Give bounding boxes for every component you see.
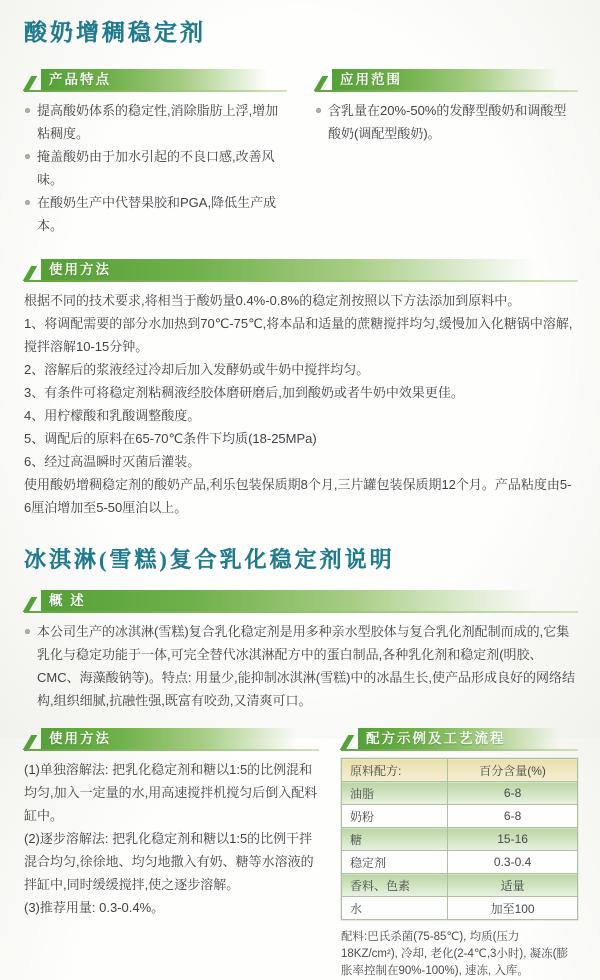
- section-title: 使用方法: [41, 259, 578, 281]
- usage-paragraph: (2)逐步溶解法: 把乳化稳定剂和糖以1:5的比例干拌混合均匀,徐徐地、均匀地撒入有奶、糖等水溶液的拌缸中,同时缓缓搅拌,使之逐步溶解。: [24, 831, 314, 892]
- header-notch-decoration: [23, 266, 41, 281]
- feature-bullet: 掩盖酸奶由于加水引起的不良口感,改善风味。: [24, 145, 287, 191]
- section-title: 配方示例及工艺流程: [358, 728, 578, 750]
- table-row: [342, 782, 578, 805]
- section-usage-method-2: [24, 728, 319, 980]
- amount-cell: 适量: [448, 874, 578, 897]
- column-header-percent: 百分含量(%): [448, 759, 578, 782]
- section-title: 使用方法: [41, 728, 319, 750]
- amount-cell: 15-16: [448, 828, 578, 851]
- table-header-row: [342, 759, 578, 782]
- section-header: [24, 728, 319, 750]
- table-row: [342, 828, 578, 851]
- section-header: [341, 728, 578, 750]
- section-header: [315, 69, 578, 91]
- ingredient-cell: 糖: [342, 828, 448, 851]
- doc1-title: 酸奶增稠稳定剂: [24, 20, 206, 45]
- feature-bullet: 在酸奶生产中代替果胶和PGA,降低生产成本。: [24, 191, 287, 237]
- header-notch-decoration: [23, 735, 41, 750]
- doc1-two-columns: [24, 69, 578, 237]
- amount-cell: 加至100: [448, 897, 578, 920]
- process-note: 配料:巴氏杀菌(75-85℃), 均质(压力 18KZ/cm²), 冷却, 老化(2-4℃,3小时), 凝冻(膨胀率控制在90%-100%), 速冻, 入库。: [341, 931, 568, 977]
- usage-line: 1、将调配需要的部分水加热到70℃-75℃,将本品和适量的蔗糖搅拌均匀,缓慢加入化糖锅中溶解,搅拌溶解10-15分钟。: [24, 316, 573, 354]
- section-title: 产品特点: [41, 69, 287, 91]
- usage-line: 使用酸奶增稠稳定剂的酸奶产品,利乐包装保质期8个月,三片罐包装保质期12个月。产品粘度由5-6厘泊增加至5-50厘泊以上。: [24, 477, 572, 515]
- overview-text: 本公司生产的冰淇淋(雪糕)复合乳化稳定剂是用多种亲水型胶体与复合乳化剂配制而成的,它集乳化与稳定功能于一体,可完全替代冰淇淋配方中的蛋白制品,各种乳化剂和稳定剂(明胶、CMC、海藻酸钠等)。特点: 用量少,能抑制冰淇淋(雪糕)中的冰晶生长,使产品形成良好的网络结构,组织细腻,抗融性强,既富有咬劲,又清爽可口。: [24, 620, 578, 712]
- table-row: [342, 874, 578, 897]
- section-header: [24, 590, 578, 612]
- table-row: [342, 851, 578, 874]
- section-title: 概 述: [41, 590, 578, 612]
- header-notch-decoration: [314, 76, 332, 91]
- section-formula-process: [341, 728, 578, 980]
- amount-cell: 6-8: [448, 782, 578, 805]
- doc2-title: 冰淇淋(雪糕)复合乳化稳定剂说明: [24, 547, 395, 572]
- doc2-two-columns: [24, 728, 578, 980]
- section-header: [24, 259, 578, 281]
- feature-bullet: 提高酸奶体系的稳定性,消除脂肪上浮,增加粘稠度。: [24, 99, 287, 145]
- section-application-range: [315, 69, 578, 237]
- usage-line: 5、调配后的原料在65-70℃条件下均质(18-25MPa): [24, 431, 317, 446]
- table-row: [342, 897, 578, 920]
- formula-table: [341, 758, 578, 920]
- section-title: 应用范围: [332, 69, 578, 91]
- usage-line: 根据不同的技术要求,将相当于酸奶量0.4%-0.8%的稳定剂按照以下方法添加到原料中。: [24, 293, 521, 308]
- table-row: [342, 805, 578, 828]
- ingredient-cell: 稳定剂: [342, 851, 448, 874]
- usage-line: 3、有条件可将稳定剂粘稠液经胶体磨研磨后,加到酸奶或者牛奶中效果更佳。: [24, 385, 464, 400]
- ingredient-cell: 奶粉: [342, 805, 448, 828]
- section-product-features: [24, 69, 287, 237]
- ingredient-cell: 油脂: [342, 782, 448, 805]
- ingredient-cell: 香料、色素: [342, 874, 448, 897]
- column-header-ingredient: 原料配方:: [342, 759, 448, 782]
- section-overview: [24, 590, 578, 712]
- usage-line: 4、用柠檬酸和乳酸调整酸度。: [24, 408, 201, 423]
- usage-line: 2、溶解后的浆液经过冷却后加入发酵奶或牛奶中搅拌均匀。: [24, 362, 370, 377]
- header-notch-decoration: [23, 597, 41, 612]
- usage-paragraph: (3)推荐用量: 0.3-0.4%。: [24, 900, 165, 915]
- ingredient-cell: 水: [342, 897, 448, 920]
- section-header: [24, 69, 287, 91]
- amount-cell: 6-8: [448, 805, 578, 828]
- application-bullet: 含乳量在20%-50%的发酵型酸奶和调酸型酸奶(调配型酸奶)。: [315, 99, 578, 145]
- header-notch-decoration: [23, 76, 41, 91]
- amount-cell: 0.3-0.4: [448, 851, 578, 874]
- usage-paragraph: (1)单独溶解法: 把乳化稳定剂和糖以1:5的比例混和均匀,加入一定量的水,用高速搅拌机搅匀后倒入配料缸中。: [24, 762, 318, 823]
- header-notch-decoration: [340, 735, 358, 750]
- section-usage-method-1: [24, 259, 578, 519]
- usage-line: 6、经过高温瞬时灭菌后灌装。: [24, 454, 201, 469]
